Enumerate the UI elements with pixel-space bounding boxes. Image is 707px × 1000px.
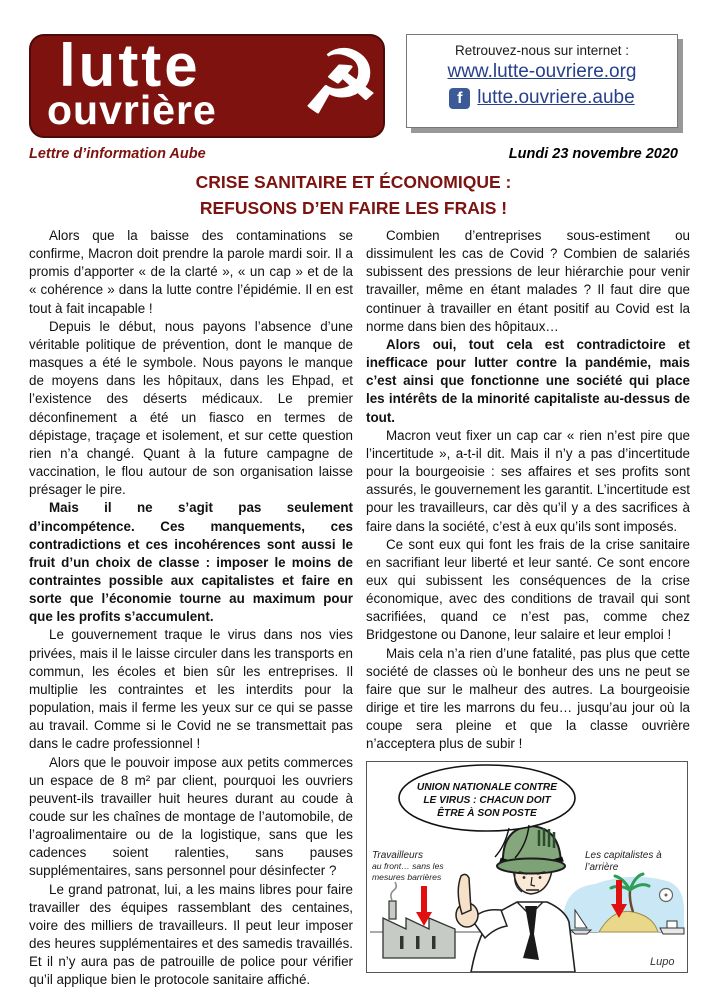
factory (383, 882, 455, 958)
header (29, 34, 678, 138)
hammer-sickle-icon: ☭ (301, 35, 379, 131)
right-column (366, 227, 690, 990)
facebook-icon[interactable]: f (449, 88, 470, 109)
paragraph: Depuis le début, nous payons l’absence d’une véritable politique de prévention, dont le manque de masques a été le symbole. Nous payons le manque de moyens dans les hôpitaux, dans les Ehpad, et l’existence des déserts médicaux. Le premier déconfinement a été un fiasco en termes de dépistage, traçage et isolement, et sur cette question rien n’a changé. Quant à la future campagne de vaccination, le flou autour de son organisation laisse présager le pire. (29, 318, 353, 498)
paragraph: Ce sont eux qui font les frais de la crise sanitaire en sacrifiant leur liberté et leur santé. Ce sont encore eux qui subissent les conséquences de la crise économique, avec des conditions de travail qui sont sacrifiées, quand ce n’est pas, comme chez Bridgestone ou Danone, leur salaire et leur emploi ! (366, 536, 690, 643)
political-cartoon (366, 761, 688, 973)
logo-word-ouvriere: ouvrière (47, 87, 217, 133)
right-column-text (366, 227, 690, 754)
paragraph: Le gouvernement traque le virus dans nos vies privées, mais il le laisse circuler dans les transports en commun, les écoles et bien sûr les entreprises. Il multiplie les contraintes et les interdits pour la population, mais il ferme les yeux sur ce qui se passe au travail. Comme si le Covid ne se transmettait pas dans le cadre professionnel ! (29, 627, 353, 752)
macron-figure (456, 826, 575, 972)
paragraph: Mais cela n’a rien d’une fatalité, pas plus que cette société de classes où le bonheur des uns ne peut se faire que sur le malheur des autres. La bourgeoisie dirige et tire les marrons du feu… jusqu’au jour où la coupe sera pleine et que la classe ouvrière n’acceptera plus de subir ! (366, 645, 690, 752)
newsletter-name: Lettre d’information Aube (29, 146, 206, 162)
svg-text:mesures barrières: mesures barrières (372, 871, 442, 882)
svg-text:UNION NATIONALE CONTRE: UNION NATIONALE CONTRE (416, 781, 558, 793)
eye-left (523, 876, 526, 879)
yacht-hull (660, 928, 684, 934)
internet-links-box (406, 34, 678, 128)
svg-text:l’arrière: l’arrière (585, 861, 619, 873)
issue-date: Lundi 23 novembre 2020 (508, 146, 678, 162)
eye-right (539, 876, 542, 879)
lutte-ouvriere-logo (29, 34, 385, 138)
paragraph: Alors oui, tout cela est contradictoire et inefficace pour lutter contre la pandémie, mais c’est ainsi que fonctionne une société qui place les intérêts de la minorité capitaliste au-dessus de tout. (366, 336, 690, 425)
website-link[interactable]: www.lutte-ouvriere.org (447, 61, 637, 82)
label-workers (372, 850, 444, 882)
svg-text:LE VIRUS : CHACUN DOIT: LE VIRUS : CHACUN DOIT (423, 794, 551, 806)
left-column (29, 227, 353, 990)
logo-word-lutte: lutte (59, 32, 201, 99)
page-title (0, 169, 707, 222)
svg-text:au front… sans les: au front… sans les (372, 860, 444, 871)
sailboat-hull (571, 930, 591, 934)
page-title-line1: CRISE SANITAIRE ET ÉCONOMIQUE : (195, 172, 512, 192)
svg-text:Travailleurs: Travailleurs (372, 849, 423, 861)
helmet-brim (497, 858, 565, 873)
pointing-finger (458, 874, 471, 914)
paragraph: Mais il ne s’agit pas seulement d’incompétence. Ces manquements, ces contradictions et ces incohérences sont aussi le fruit d’un choix de classe : imposer le moins de contraintes possible aux capitalistes et faire en sorte que l’économie tourne au maximum pour que les profits s’accumulent. (29, 500, 353, 625)
paragraph: Combien d’entreprises sous-estiment ou dissimulent les cas de Covid ? Combien de salariés subissent des pressions de leur hiérarchie pour venir travailler, même en étant malades ? Il faut dire que continuer à travailler en étant positif au Covid est la norme dans bien des hôpitaux… (366, 228, 690, 334)
paragraph: Macron veut fixer un cap car « rien n’est pire que l’incertitude », a-t-il dit. Mais il n’y a pas d’incertitude pour la bourgeoisie : ses affaires et ses profits sont assurés, le gouvernement les garantit. L’incertitude est pour les travailleurs, car dès qu’il y a des sacrifices à faire dans la société, c’est à eux qu’ils sont imposés. (366, 427, 690, 534)
svg-text:ÊTRE À SON POSTE: ÊTRE À SON POSTE (437, 807, 537, 819)
article-columns (29, 227, 690, 990)
paragraph: Le grand patronat, lui, a les mains libres pour faire travailler des équipes rassemblant des centaines, voire des milliers de travailleurs. Il peut leur imposer des heures supplémentaires et des samedis travaillés. Et il n’y aura pas de patrouille de police pour vérifier qu’il applique bien le protocole sanitaire affiché. (29, 881, 353, 988)
page-title-line2: REFUSONS D’EN FAIRE LES FRAIS ! (199, 198, 508, 219)
paragraph: Alors que la baisse des contaminations se confirme, Macron doit prendre la parole mardi soir. Il a promis d’apporter « de la clarté », « un cap » et de la « cohérence » dans la lutte contre l’épidémie. Il en est tout à fait incapable ! (29, 228, 353, 316)
yacht-cabin (667, 921, 677, 928)
paragraph: Alors que le pouvoir impose aux petits commerces un espace de 8 m² par client, pourquoi les ouvriers peuvent-ils travailler huit heures durant au coude à coude sur les chaînes de montage de l’automobile, de l’agroalimentaire ou de la logistique, sans que les cadences soient ralenties, sans pauses supplémentaires, sans personnel pour désinfecter ? (29, 754, 353, 879)
internet-box-title: Retrouvez-nous sur internet : (454, 43, 630, 58)
label-capitalists (585, 850, 662, 873)
facebook-link[interactable]: lutte.ouvriere.aube (477, 87, 635, 108)
subheader (29, 146, 678, 162)
svg-text:Les capitalistes à: Les capitalistes à (585, 849, 662, 861)
cartoonist-signature: Lupo (650, 955, 675, 968)
